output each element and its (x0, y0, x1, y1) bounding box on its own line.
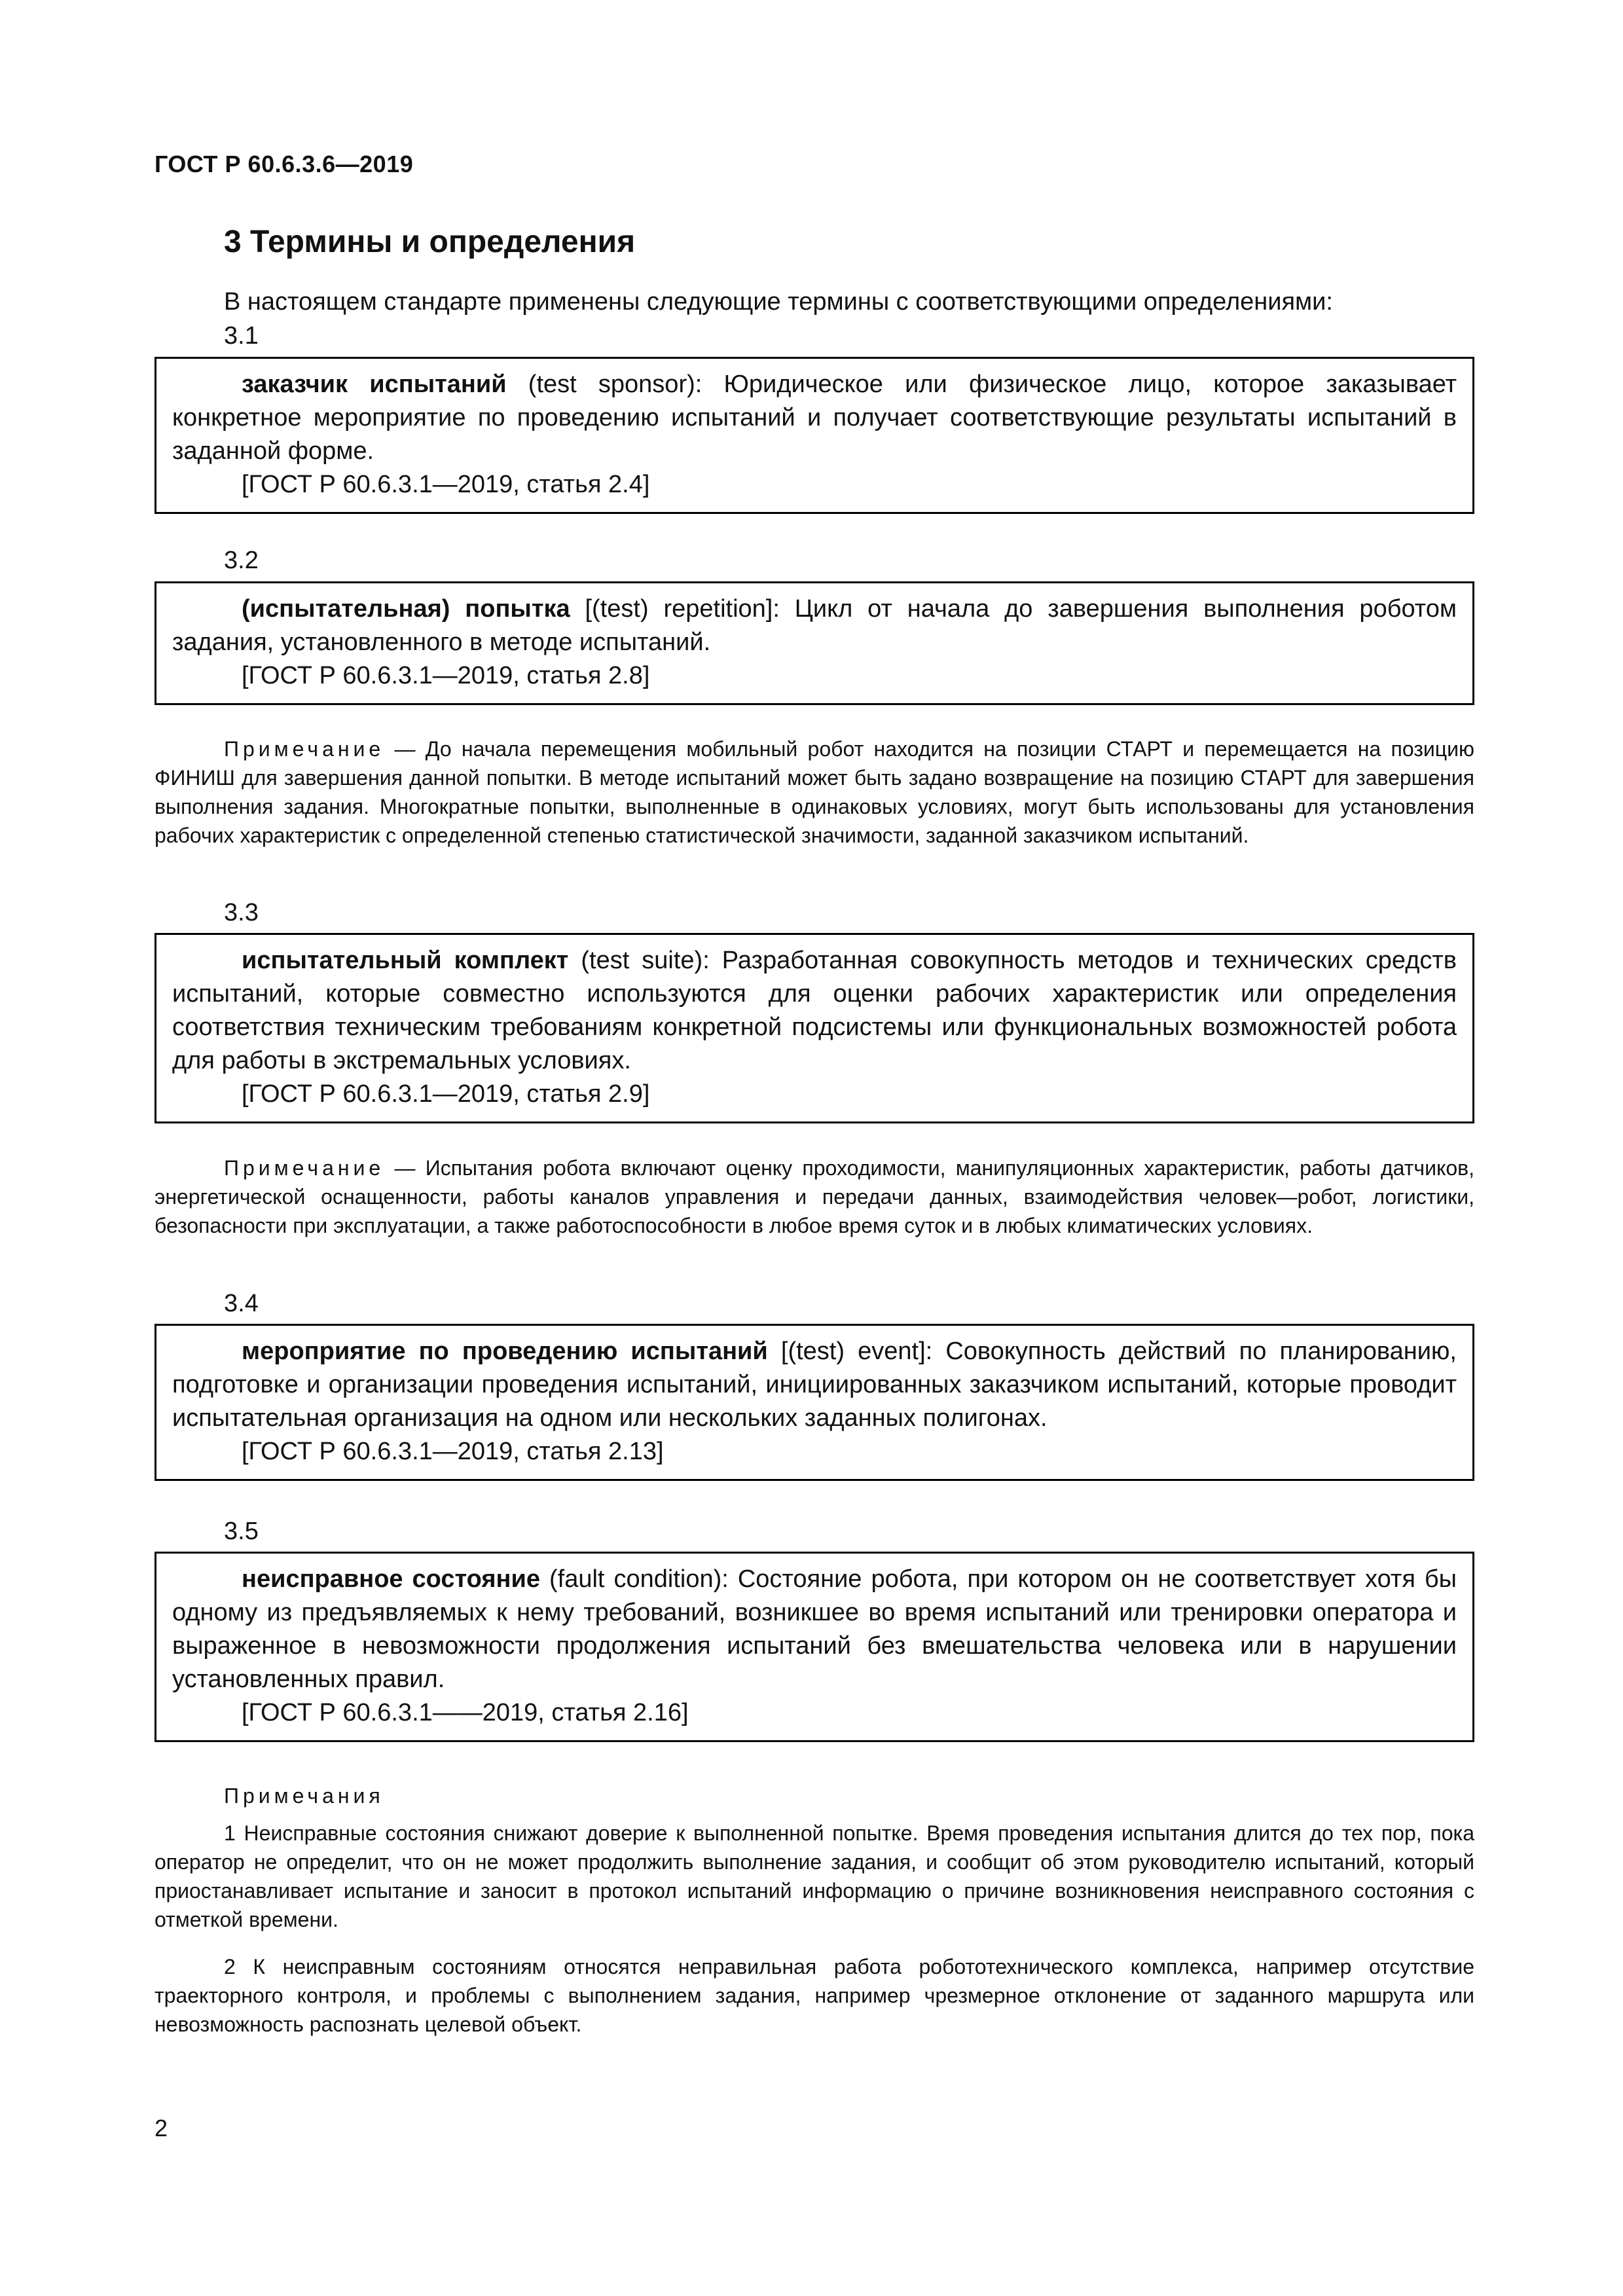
term-definition-box (155, 357, 1474, 514)
section-title: 3 Термины и определения (224, 225, 636, 259)
term-number: 3.2 (224, 547, 259, 574)
note-term-3-3 (155, 1154, 1474, 1240)
term-definition-box (155, 1324, 1474, 1481)
note-text: — Испытания робота включают оценку проходимости, манипуляционных характеристик, работы датчиков, энергетической оснащенности, работы каналов управления и передачи данных, взаимодействия человек—робот, логистики, безопасности при эксплуатации, а также работоспособности в любое время суток и в любых климатических условиях. (155, 1156, 1474, 1237)
note-item-2: 2 К неисправным состояниям относятся неправильная работа робототехнического комплекса, например отсутствие траекторного контроля, и проблемы с выполнением задания, например чрезмерное отклонение от заданного маршрута или невозможность распознать целевой объект. (155, 1955, 1474, 2036)
term-number: 3.4 (224, 1290, 259, 1317)
term-definition: [(test) repetition]: Цикл от начала до завершения выполнения роботом задания, установленного в методе испытаний. (172, 595, 1457, 656)
term-name: мероприятие по проведению испытаний (242, 1338, 768, 1365)
note-label: Примечание (224, 1156, 385, 1180)
page-number: 2 (155, 2115, 168, 2141)
term-definition-box (155, 581, 1474, 705)
term-text (172, 592, 1457, 659)
term-source: [ГОСТ Р 60.6.3.1—2019, статья 2.8] (242, 662, 650, 689)
term-source: [ГОСТ Р 60.6.3.1——2019, статья 2.16] (242, 1699, 689, 1726)
term-number: 3.1 (224, 322, 259, 350)
note-item-1: 1 Неисправные состояния снижают доверие к выполненной попытке. Время проведения испытания длится до тех пор, пока оператор не определит, что он не может продолжить выполнение задания, и сообщит об этом руководителю испытаний, который приостанавливает испытание и заносит в протокол испытаний информацию о причине возникновения неисправного состояния с отметкой времени. (155, 1821, 1474, 1931)
term-definition: (test sponsor): Юридическое или физическое лицо, которое заказывает конкретное мероприятие по проведению испытаний и получает соответствующие результаты испытаний в заданной форме. (172, 371, 1457, 465)
term-definition-box (155, 1552, 1474, 1742)
term-text (172, 1563, 1457, 1696)
term-source: [ГОСТ Р 60.6.3.1—2019, статья 2.9] (242, 1080, 650, 1108)
term-name: (испытательная) попытка (242, 595, 570, 623)
term-definition: (fault condition): Состояние робота, при котором он не соответствует хотя бы одному из предъявляемых к нему требований, возникшее во время испытаний или тренировки оператора и выраженное в невозможности продолжения испытаний без вмешательства человека или в нарушении установленных правил. (172, 1565, 1457, 1693)
term-definition: (test suite): Разработанная совокупность методов и технических средств испытаний, которые совместно используются для оценки рабочих характеристик или определения соответствия техническим требованиям конкретной подсистемы или функциональных возможностей робота для работы в экстремальных условиях. (172, 947, 1457, 1074)
section-intro: В настоящем стандарте применены следующие термины с соответствующими определениями: (224, 288, 1333, 316)
term-name: испытательный комплект (242, 947, 569, 974)
note-term-3-2 (155, 735, 1474, 850)
term-source: [ГОСТ Р 60.6.3.1—2019, статья 2.4] (242, 471, 650, 498)
term-definition: [(test) event]: Совокупность действий по планированию, подготовке и организации проведения испытаний, инициированных заказчиком испытаний, которые проводит испытательная организация на одном или нескольких заданных полигонах. (172, 1338, 1457, 1432)
term-number: 3.3 (224, 899, 259, 926)
term-text (172, 944, 1457, 1078)
term-name: неисправное состояние (242, 1565, 540, 1593)
term-definition-box (155, 933, 1474, 1123)
term-text (172, 1335, 1457, 1435)
term-name: заказчик испытаний (242, 371, 507, 398)
note-label: Примечание (224, 737, 385, 761)
document-code-header: ГОСТ Р 60.6.3.6—2019 (155, 151, 414, 177)
term-text (172, 368, 1457, 468)
term-source: [ГОСТ Р 60.6.3.1—2019, статья 2.13] (242, 1438, 664, 1465)
term-number: 3.5 (224, 1518, 259, 1545)
note-text: — До начала перемещения мобильный робот находится на позиции СТАРТ и перемещается на позицию ФИНИШ для завершения данной попытки. В методе испытаний может быть задано возвращение на позицию СТАРТ для завершения выполнения задания. Многократные попытки, выполненные в одинаковых условиях, могут быть использованы для установления рабочих характеристик с определенной степенью статистической значимости, заданной заказчиком испытаний. (155, 737, 1474, 847)
notes-heading: Примечания (224, 1784, 384, 1808)
